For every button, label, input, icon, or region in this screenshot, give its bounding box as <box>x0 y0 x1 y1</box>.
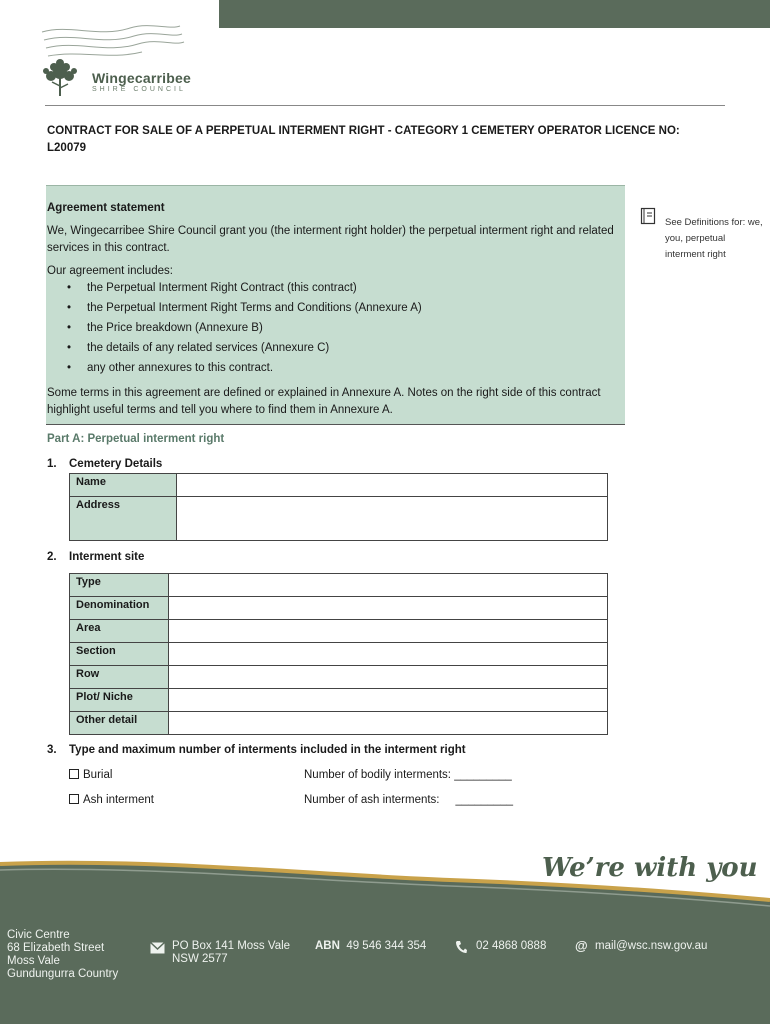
table-row <box>70 497 608 541</box>
section-title: Interment site <box>69 551 145 563</box>
section-number: 3. <box>47 744 57 756</box>
bodily-interments-count[interactable]: Number of bodily interments: _________ <box>304 769 512 781</box>
notebook-icon <box>640 207 656 225</box>
civic-line: Moss Vale <box>7 955 60 967</box>
logo-subtitle: SHIRE COUNCIL <box>92 86 186 93</box>
contract-title: CONTRACT FOR SALE OF A PERPETUAL INTERMENT RIGHT - CATEGORY 1 CEMETERY OPERATOR LICENCE NO: L20079 <box>47 125 680 154</box>
interment-site-table <box>69 573 608 735</box>
abn-value: 49 546 344 354 <box>346 940 427 952</box>
mail-icon <box>150 941 165 959</box>
field-label: Section <box>70 643 169 666</box>
agreement-includes-label: Our agreement includes: <box>47 265 173 277</box>
section-1-heading <box>47 458 162 470</box>
area-field[interactable] <box>169 620 608 643</box>
ash-option[interactable] <box>69 794 154 806</box>
ash-interments-count[interactable]: Number of ash interments: _________ <box>304 794 514 806</box>
section-2-heading <box>47 551 144 563</box>
ash-label: Ash interment <box>83 794 154 806</box>
section-field[interactable] <box>169 643 608 666</box>
header-band <box>219 0 770 28</box>
table-row <box>70 474 608 497</box>
at-icon: @ <box>575 938 588 953</box>
table-row <box>70 689 608 712</box>
abn-label: ABN <box>315 940 340 952</box>
civic-line: Gundungurra Country <box>7 968 119 980</box>
list-item: • any other annexures to this contract. <box>67 360 621 377</box>
section-number: 1. <box>47 458 57 470</box>
type-field[interactable] <box>169 574 608 597</box>
other-detail-field[interactable] <box>169 712 608 735</box>
agreement-note: Some terms in this agreement are defined or explained in Annexure A. Notes on the right side of this contract highlight useful terms and tell you where to find them in Annexure A. <box>47 387 601 416</box>
cemetery-name-field[interactable] <box>177 474 608 497</box>
po-line: NSW 2577 <box>172 953 228 965</box>
phone-number[interactable]: 02 4868 0888 <box>476 940 547 952</box>
plot-niche-field[interactable] <box>169 689 608 712</box>
phone-icon <box>455 940 467 959</box>
logo-name: Wingecarribee <box>92 70 191 86</box>
field-label: Area <box>70 620 169 643</box>
cemetery-address-field[interactable] <box>177 497 608 541</box>
table-row <box>70 712 608 735</box>
header-divider <box>45 105 725 106</box>
agreement-list <box>67 280 621 377</box>
table-row <box>70 620 608 643</box>
field-label: Row <box>70 666 169 689</box>
po-line: PO Box 141 Moss Vale <box>172 940 291 952</box>
cemetery-details-table <box>69 473 608 541</box>
email-link[interactable]: mail@wsc.nsw.gov.au <box>595 940 708 952</box>
agreement-heading: Agreement statement <box>47 202 165 214</box>
field-label: Address <box>70 497 177 541</box>
slogan: We’re with you <box>542 853 758 883</box>
field-label: Plot/ Niche <box>70 689 169 712</box>
section-title: Type and maximum number of interments included in the interment right <box>69 744 466 756</box>
section-title: Cemetery Details <box>69 458 163 470</box>
list-item: • the Price breakdown (Annexure B) <box>67 320 621 337</box>
side-note-definitions: See Definitions for: we, you, perpetual interment right <box>665 217 763 260</box>
agreement-intro: We, Wingecarribee Shire Council grant you (the interment right holder) the perpetual interment right and related services in this contract. <box>47 225 614 254</box>
civic-line: 68 Elizabeth Street <box>7 942 105 954</box>
civic-address <box>7 929 118 981</box>
denomination-field[interactable] <box>169 597 608 620</box>
section-3-heading <box>47 744 466 756</box>
table-row <box>70 597 608 620</box>
field-label: Name <box>70 474 177 497</box>
burial-label: Burial <box>83 769 113 781</box>
field-label: Other detail <box>70 712 169 735</box>
civic-line: Civic Centre <box>7 929 70 941</box>
abn <box>315 940 426 953</box>
table-row <box>70 643 608 666</box>
section-number: 2. <box>47 551 57 563</box>
list-item: • the details of any related services (Annexure C) <box>67 340 621 357</box>
table-row <box>70 666 608 689</box>
table-row <box>70 574 608 597</box>
ash-checkbox[interactable] <box>69 794 79 804</box>
po-box <box>172 940 290 966</box>
part-a-heading: Part A: Perpetual interment right <box>47 433 225 445</box>
burial-option[interactable] <box>69 769 112 781</box>
field-label: Denomination <box>70 597 169 620</box>
field-label: Type <box>70 574 169 597</box>
council-logo <box>30 20 190 100</box>
burial-checkbox[interactable] <box>69 769 79 779</box>
list-item: • the Perpetual Interment Right Contract (this contract) <box>67 280 621 297</box>
row-field[interactable] <box>169 666 608 689</box>
list-item: • the Perpetual Interment Right Terms and Conditions (Annexure A) <box>67 300 621 317</box>
agreement-statement-box <box>46 185 625 425</box>
